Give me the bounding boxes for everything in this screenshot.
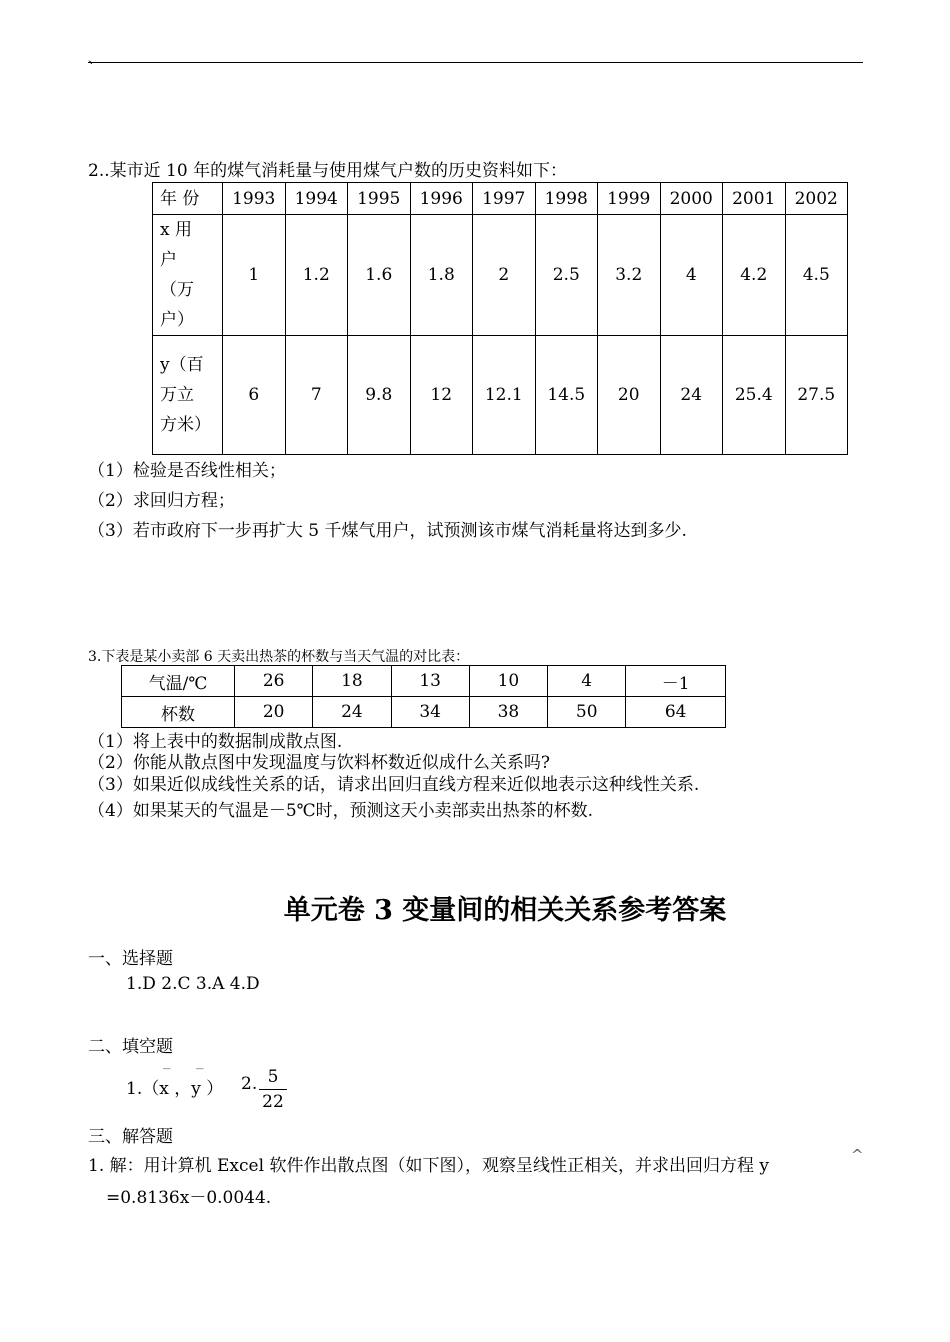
answers-title: 单元卷 3 变量间的相关关系参考答案 bbox=[283, 895, 727, 926]
row-label-y-text: y（百万立方米） bbox=[160, 355, 211, 435]
section-fill: 二、填空题 bbox=[88, 1037, 173, 1057]
table-row-x-users bbox=[153, 215, 848, 336]
y-cell: 12 bbox=[410, 336, 473, 455]
fraction-numerator: 5 bbox=[267, 1067, 279, 1087]
year-cell: 2002 bbox=[785, 183, 848, 215]
x-cell: 4.2 bbox=[723, 215, 786, 336]
row-label-year: 年 份 bbox=[153, 183, 223, 215]
temp-cell: 13 bbox=[391, 666, 469, 697]
x-cell: 1.8 bbox=[410, 215, 473, 336]
row-label-x bbox=[153, 215, 223, 336]
cups-cell: 20 bbox=[235, 697, 313, 728]
temp-cell: 4 bbox=[548, 666, 626, 697]
yhat-mark: ^ bbox=[851, 1146, 864, 1164]
table-row-years bbox=[153, 183, 848, 215]
fill-answer-2-prefix: 2. bbox=[241, 1074, 258, 1094]
x-cell: 2 bbox=[473, 215, 536, 336]
year-cell: 2000 bbox=[660, 183, 723, 215]
choice-answers: 1.D 2.C 3.A 4.D bbox=[126, 974, 260, 994]
solution-1-line1: 1. 解：用计算机 Excel 软件作出散点图（如下图），观察呈线性正相关，并求出回归方程 y bbox=[88, 1156, 769, 1176]
row-label-y bbox=[153, 336, 223, 455]
x-cell: 1.2 bbox=[285, 215, 348, 336]
problem3-q4: （4）如果某天的气温是－5℃时，预测这天小卖部卖出热茶的杯数. bbox=[88, 801, 594, 821]
x-cell: 1.6 bbox=[348, 215, 411, 336]
y-cell: 12.1 bbox=[473, 336, 536, 455]
fill-answer-1: 1.（x ，y ） bbox=[126, 1079, 224, 1099]
ybar-mark: ‾ bbox=[196, 1066, 204, 1084]
y-cell: 24 bbox=[660, 336, 723, 455]
y-cell: 9.8 bbox=[348, 336, 411, 455]
year-cell: 1994 bbox=[285, 183, 348, 215]
y-cell: 7 bbox=[285, 336, 348, 455]
row-label-temp: 气温/℃ bbox=[122, 666, 235, 697]
row-label-x-text: x 用户（万户） bbox=[160, 220, 194, 330]
solution-1-line2: =0.8136x－0.0044. bbox=[106, 1188, 272, 1208]
x-cell: 2.5 bbox=[535, 215, 598, 336]
x-cell: 1 bbox=[223, 215, 286, 336]
cups-cell: 34 bbox=[391, 697, 469, 728]
temp-cell: －1 bbox=[626, 666, 726, 697]
row-label-cups: 杯数 bbox=[122, 697, 235, 728]
problem2-q1: （1）检验是否线性相关； bbox=[88, 461, 286, 481]
fraction-5-22 bbox=[259, 1067, 287, 1112]
fraction-bar bbox=[259, 1089, 287, 1090]
problem3-q3: （3）如果近似成线性关系的话，请求出回归直线方程来近似地表示这种线性关系. bbox=[88, 775, 700, 795]
problem3-intro: 3.下表是某小卖部 6 天卖出热茶的杯数与当天气温的对比表： bbox=[88, 649, 470, 665]
cups-cell: 24 bbox=[313, 697, 391, 728]
cups-cell: 50 bbox=[548, 697, 626, 728]
section-choice: 一、选择题 bbox=[88, 949, 173, 969]
x-cell: 4 bbox=[660, 215, 723, 336]
y-cell: 6 bbox=[223, 336, 286, 455]
problem3-q2: （2）你能从散点图中发现温度与饮料杯数近似成什么关系吗? bbox=[88, 753, 550, 773]
xbar-mark: ‾ bbox=[163, 1066, 171, 1084]
temp-cell: 10 bbox=[469, 666, 547, 697]
temp-cell: 26 bbox=[235, 666, 313, 697]
year-cell: 1995 bbox=[348, 183, 411, 215]
tea-sales-table bbox=[121, 665, 726, 728]
year-cell: 1993 bbox=[223, 183, 286, 215]
year-cell: 1998 bbox=[535, 183, 598, 215]
problem3-q1: （1）将上表中的数据制成散点图. bbox=[88, 732, 343, 752]
problem2-intro: 2..某市近 10 年的煤气消耗量与使用煤气户数的历史资料如下： bbox=[88, 161, 568, 181]
problem2-q2: （2）求回归方程； bbox=[88, 491, 235, 511]
fraction-denominator: 22 bbox=[262, 1092, 284, 1112]
x-cell: 3.2 bbox=[598, 215, 661, 336]
y-cell: 25.4 bbox=[723, 336, 786, 455]
header-mark: 、 bbox=[88, 51, 102, 67]
temp-cell: 18 bbox=[313, 666, 391, 697]
table-row-cups bbox=[122, 697, 726, 728]
cups-cell: 64 bbox=[626, 697, 726, 728]
y-cell: 14.5 bbox=[535, 336, 598, 455]
cups-cell: 38 bbox=[469, 697, 547, 728]
header-rule bbox=[88, 62, 863, 63]
table-row-y-gas bbox=[153, 336, 848, 455]
gas-consumption-table bbox=[152, 182, 848, 455]
x-cell: 4.5 bbox=[785, 215, 848, 336]
year-cell: 2001 bbox=[723, 183, 786, 215]
year-cell: 1999 bbox=[598, 183, 661, 215]
table-row-temps bbox=[122, 666, 726, 697]
year-cell: 1997 bbox=[473, 183, 536, 215]
problem2-q3: （3）若市政府下一步再扩大 5 千煤气用户，试预测该市煤气消耗量将达到多少. bbox=[88, 521, 687, 541]
y-cell: 27.5 bbox=[785, 336, 848, 455]
section-solve: 三、解答题 bbox=[88, 1127, 173, 1147]
year-cell: 1996 bbox=[410, 183, 473, 215]
y-cell: 20 bbox=[598, 336, 661, 455]
